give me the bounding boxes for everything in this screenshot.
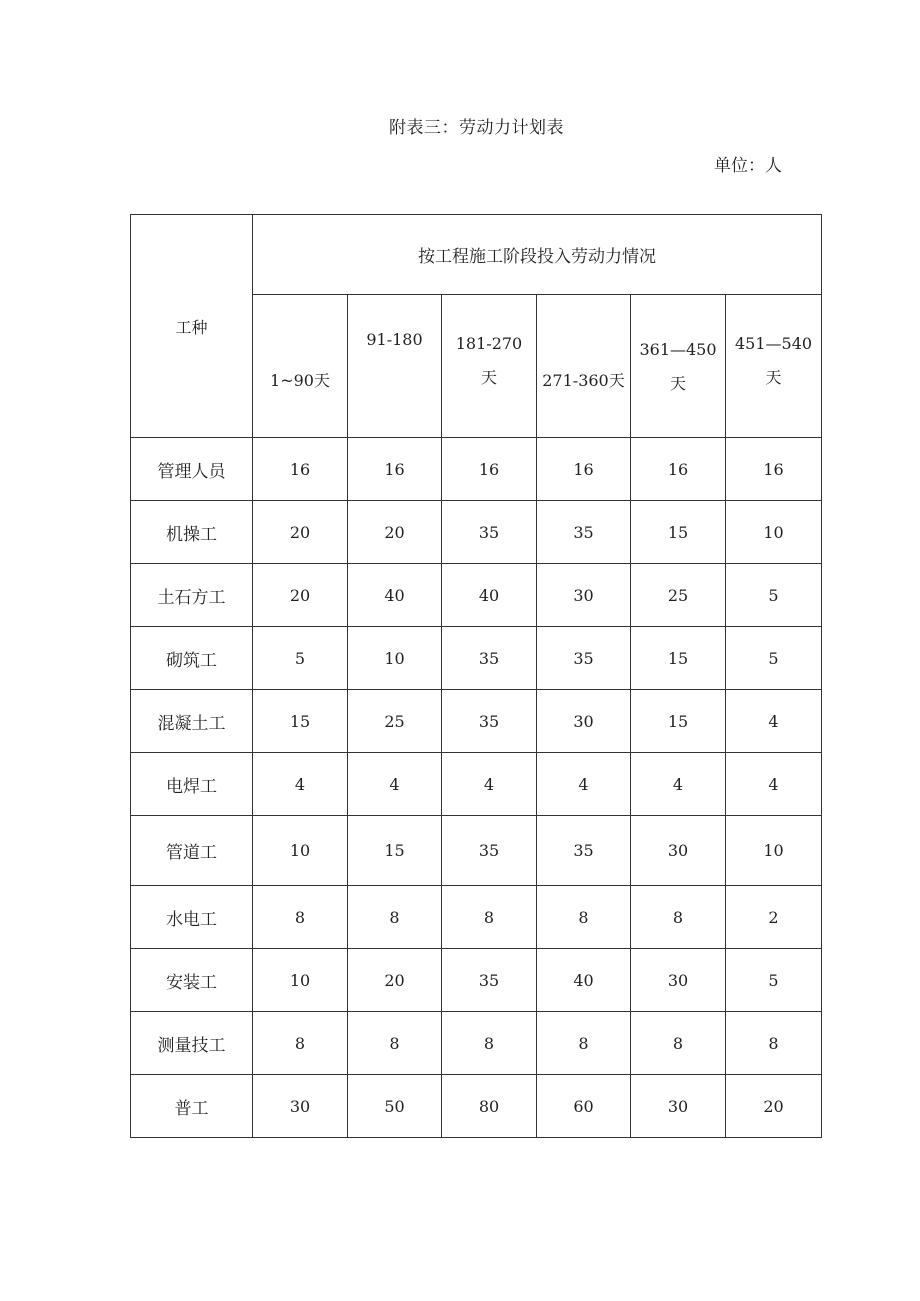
table-row [131,753,822,816]
work-type-cell: 砌筑工 [131,627,253,690]
table-body [131,438,822,1138]
period-header-4 [537,295,631,438]
headcount-cell: 30 [253,1075,348,1138]
headcount-cell: 8 [537,886,631,949]
table-row [131,501,822,564]
headcount-cell: 15 [631,690,726,753]
header-row-group [131,215,822,295]
period-header-2 [348,295,442,438]
period-header-line: 181-270 [455,334,523,353]
period-header-line: 361—450 [639,340,717,359]
work-type-cell: 普工 [131,1075,253,1138]
headcount-cell: 80 [442,1075,537,1138]
headcount-cell: 8 [442,1012,537,1075]
headcount-cell: 5 [726,627,822,690]
work-type-cell: 混凝土工 [131,690,253,753]
period-header-line-2: 天 [669,374,686,393]
table-row [131,1012,822,1075]
work-type-header: 工种 [131,215,253,438]
headcount-cell: 8 [348,1012,442,1075]
labor-plan-table [130,214,822,1138]
period-header-line: 91-180 [366,330,423,349]
period-header-line: 271-360天 [542,371,625,390]
headcount-cell: 16 [537,438,631,501]
headcount-cell: 10 [348,627,442,690]
headcount-cell: 8 [537,1012,631,1075]
headcount-cell: 40 [537,949,631,1012]
headcount-cell: 16 [348,438,442,501]
work-type-cell: 电焊工 [131,753,253,816]
work-type-cell: 土石方工 [131,564,253,627]
headcount-cell: 60 [537,1075,631,1138]
headcount-cell: 30 [631,816,726,886]
table-row [131,886,822,949]
headcount-cell: 8 [631,1012,726,1075]
headcount-cell: 35 [537,816,631,886]
headcount-cell: 35 [442,816,537,886]
unit-label: 单位：人 [714,156,782,176]
headcount-cell: 20 [348,949,442,1012]
headcount-cell: 30 [537,564,631,627]
headcount-cell: 20 [726,1075,822,1138]
headcount-cell: 4 [442,753,537,816]
table-row [131,564,822,627]
headcount-cell: 8 [348,886,442,949]
headcount-cell: 30 [631,949,726,1012]
headcount-cell: 35 [442,949,537,1012]
period-header-line-2: 天 [480,368,497,387]
headcount-cell: 20 [348,501,442,564]
page-title: 附表三：劳动力计划表 [389,118,564,138]
headcount-cell: 40 [442,564,537,627]
headcount-cell: 35 [537,501,631,564]
headcount-cell: 16 [726,438,822,501]
headcount-cell: 16 [631,438,726,501]
stage-group-header: 按工程施工阶段投入劳动力情况 [253,215,822,295]
headcount-cell: 2 [726,886,822,949]
work-type-cell: 水电工 [131,886,253,949]
headcount-cell: 8 [726,1012,822,1075]
period-header-1 [253,295,348,438]
period-header-5 [631,295,726,438]
headcount-cell: 40 [348,564,442,627]
work-type-cell: 机操工 [131,501,253,564]
headcount-cell: 5 [726,949,822,1012]
headcount-cell: 4 [253,753,348,816]
headcount-cell: 4 [348,753,442,816]
headcount-cell: 16 [442,438,537,501]
headcount-cell: 15 [631,501,726,564]
headcount-cell: 30 [537,690,631,753]
headcount-cell: 35 [537,627,631,690]
headcount-cell: 10 [253,949,348,1012]
headcount-cell: 8 [631,886,726,949]
headcount-cell: 30 [631,1075,726,1138]
headcount-cell: 4 [726,690,822,753]
headcount-cell: 15 [631,627,726,690]
headcount-cell: 8 [253,1012,348,1075]
headcount-cell: 20 [253,501,348,564]
headcount-cell: 35 [442,690,537,753]
table-row [131,816,822,886]
work-type-cell: 管理人员 [131,438,253,501]
work-type-cell: 管道工 [131,816,253,886]
headcount-cell: 25 [631,564,726,627]
table-row [131,627,822,690]
headcount-cell: 25 [348,690,442,753]
headcount-cell: 16 [253,438,348,501]
headcount-cell: 10 [726,501,822,564]
headcount-cell: 8 [442,886,537,949]
work-type-cell: 安装工 [131,949,253,1012]
headcount-cell: 10 [253,816,348,886]
headcount-cell: 15 [348,816,442,886]
headcount-cell: 50 [348,1075,442,1138]
period-header-6 [726,295,822,438]
period-header-line: 451—540 [734,334,813,353]
table-row [131,1075,822,1138]
table-row [131,438,822,501]
headcount-cell: 20 [253,564,348,627]
headcount-cell: 15 [253,690,348,753]
headcount-cell: 35 [442,627,537,690]
headcount-cell: 8 [253,886,348,949]
headcount-cell: 35 [442,501,537,564]
headcount-cell: 4 [537,753,631,816]
table-row [131,690,822,753]
headcount-cell: 5 [726,564,822,627]
work-type-cell: 测量技工 [131,1012,253,1075]
headcount-cell: 10 [726,816,822,886]
period-header-3 [442,295,537,438]
period-header-line: 1~90天 [270,371,330,390]
headcount-cell: 4 [631,753,726,816]
headcount-cell: 4 [726,753,822,816]
period-header-line-2: 天 [765,368,782,387]
table-row [131,949,822,1012]
headcount-cell: 5 [253,627,348,690]
